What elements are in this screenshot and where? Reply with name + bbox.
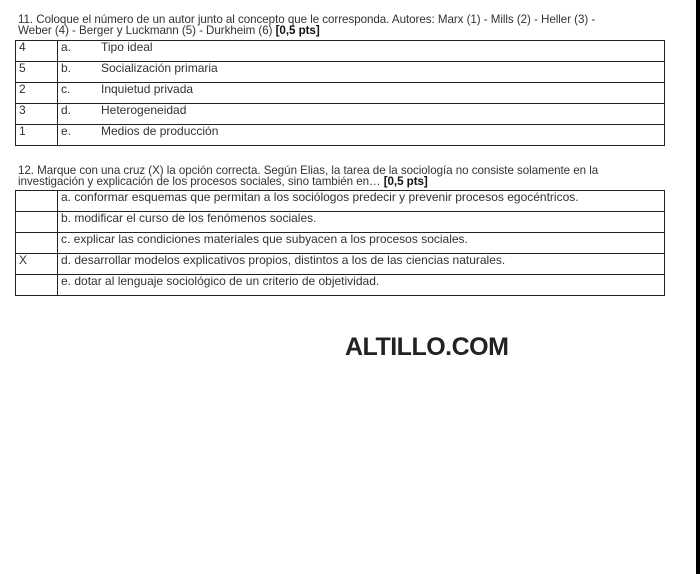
- q11-author-number[interactable]: 4: [16, 41, 58, 62]
- q11-concept-letter: a.: [61, 40, 72, 54]
- question-12-text: [18, 165, 666, 187]
- q12-row: [16, 275, 665, 296]
- question-11-text: [18, 14, 666, 36]
- question-12-line-2: [18, 176, 666, 187]
- q12-option-text: e. dotar al lenguaje sociológico de un criterio de objetividad.: [58, 275, 665, 296]
- q11-row: [16, 125, 665, 146]
- q11-concept-text: Medios de producción: [101, 124, 219, 138]
- q11-concept-cell: [58, 125, 665, 146]
- q11-row: [16, 62, 665, 83]
- q11-row: [16, 41, 665, 62]
- right-edge-bar: [696, 0, 700, 574]
- q11-concept-cell: [58, 62, 665, 83]
- q12-row: [16, 233, 665, 254]
- q12-option-text: d. desarrollar modelos explicativos propios, distintos a los de las ciencias naturales.: [58, 254, 665, 275]
- q11-concept-cell: [58, 83, 665, 104]
- q12-mark-cell[interactable]: [16, 191, 58, 212]
- q11-concept-text: Tipo ideal: [101, 40, 153, 54]
- q12-row: [16, 212, 665, 233]
- q12-mark-cell[interactable]: [16, 275, 58, 296]
- q11-concept-text: Inquietud privada: [101, 82, 194, 96]
- question-11-points: [0,5 pts]: [275, 24, 320, 37]
- q11-author-number[interactable]: 1: [16, 125, 58, 146]
- q11-concept-cell: [58, 104, 665, 125]
- q12-mark-cell[interactable]: [16, 212, 58, 233]
- q11-concept-cell: [58, 41, 665, 62]
- q11-concept-letter: d.: [61, 103, 72, 117]
- question-11-line-1: 11. Coloque el número de un autor junto al concepto que le corresponda. Autores: Marx (1) - Mills (2) - Heller (3) -: [18, 13, 596, 26]
- q12-row: [16, 254, 665, 275]
- q12-option-text: b. modificar el curso de los fenómenos sociales.: [58, 212, 665, 233]
- q12-mark-cell[interactable]: X: [16, 254, 58, 275]
- question-11-line-2-text: Weber (4) - Berger y Luckmann (5) - Durkheim (6): [18, 24, 276, 37]
- q12-option-text: c. explicar las condiciones materiales que subyacen a los procesos sociales.: [58, 233, 665, 254]
- q11-concept-text: Socialización primaria: [101, 61, 218, 75]
- question-11-line-2: [18, 25, 666, 36]
- altillo-watermark: ALTILLO.COM: [345, 333, 509, 361]
- question-12-line-2-text: investigación y explicación de los procesos sociales, sino también en…: [18, 175, 384, 188]
- q11-author-number[interactable]: 5: [16, 62, 58, 83]
- question-12-table: [15, 190, 665, 296]
- q11-concept-letter: e.: [61, 124, 72, 138]
- question-12-points: [0,5 pts]: [383, 175, 428, 188]
- q11-author-number[interactable]: 2: [16, 83, 58, 104]
- q11-author-number[interactable]: 3: [16, 104, 58, 125]
- q11-concept-text: Heterogeneidad: [101, 103, 187, 117]
- question-11-table: [15, 40, 665, 146]
- q11-row: [16, 83, 665, 104]
- q11-concept-letter: b.: [61, 61, 72, 75]
- q11-concept-letter: c.: [61, 82, 71, 96]
- q12-mark-cell[interactable]: [16, 233, 58, 254]
- q11-row: [16, 104, 665, 125]
- q12-row: [16, 191, 665, 212]
- q12-option-text: a. conformar esquemas que permitan a los sociólogos predecir y prevenir procesos egocéntricos.: [58, 191, 665, 212]
- question-12-line-1: 12. Marque con una cruz (X) la opción correcta. Según Elias, la tarea de la sociología no consiste solamente en la: [18, 164, 599, 177]
